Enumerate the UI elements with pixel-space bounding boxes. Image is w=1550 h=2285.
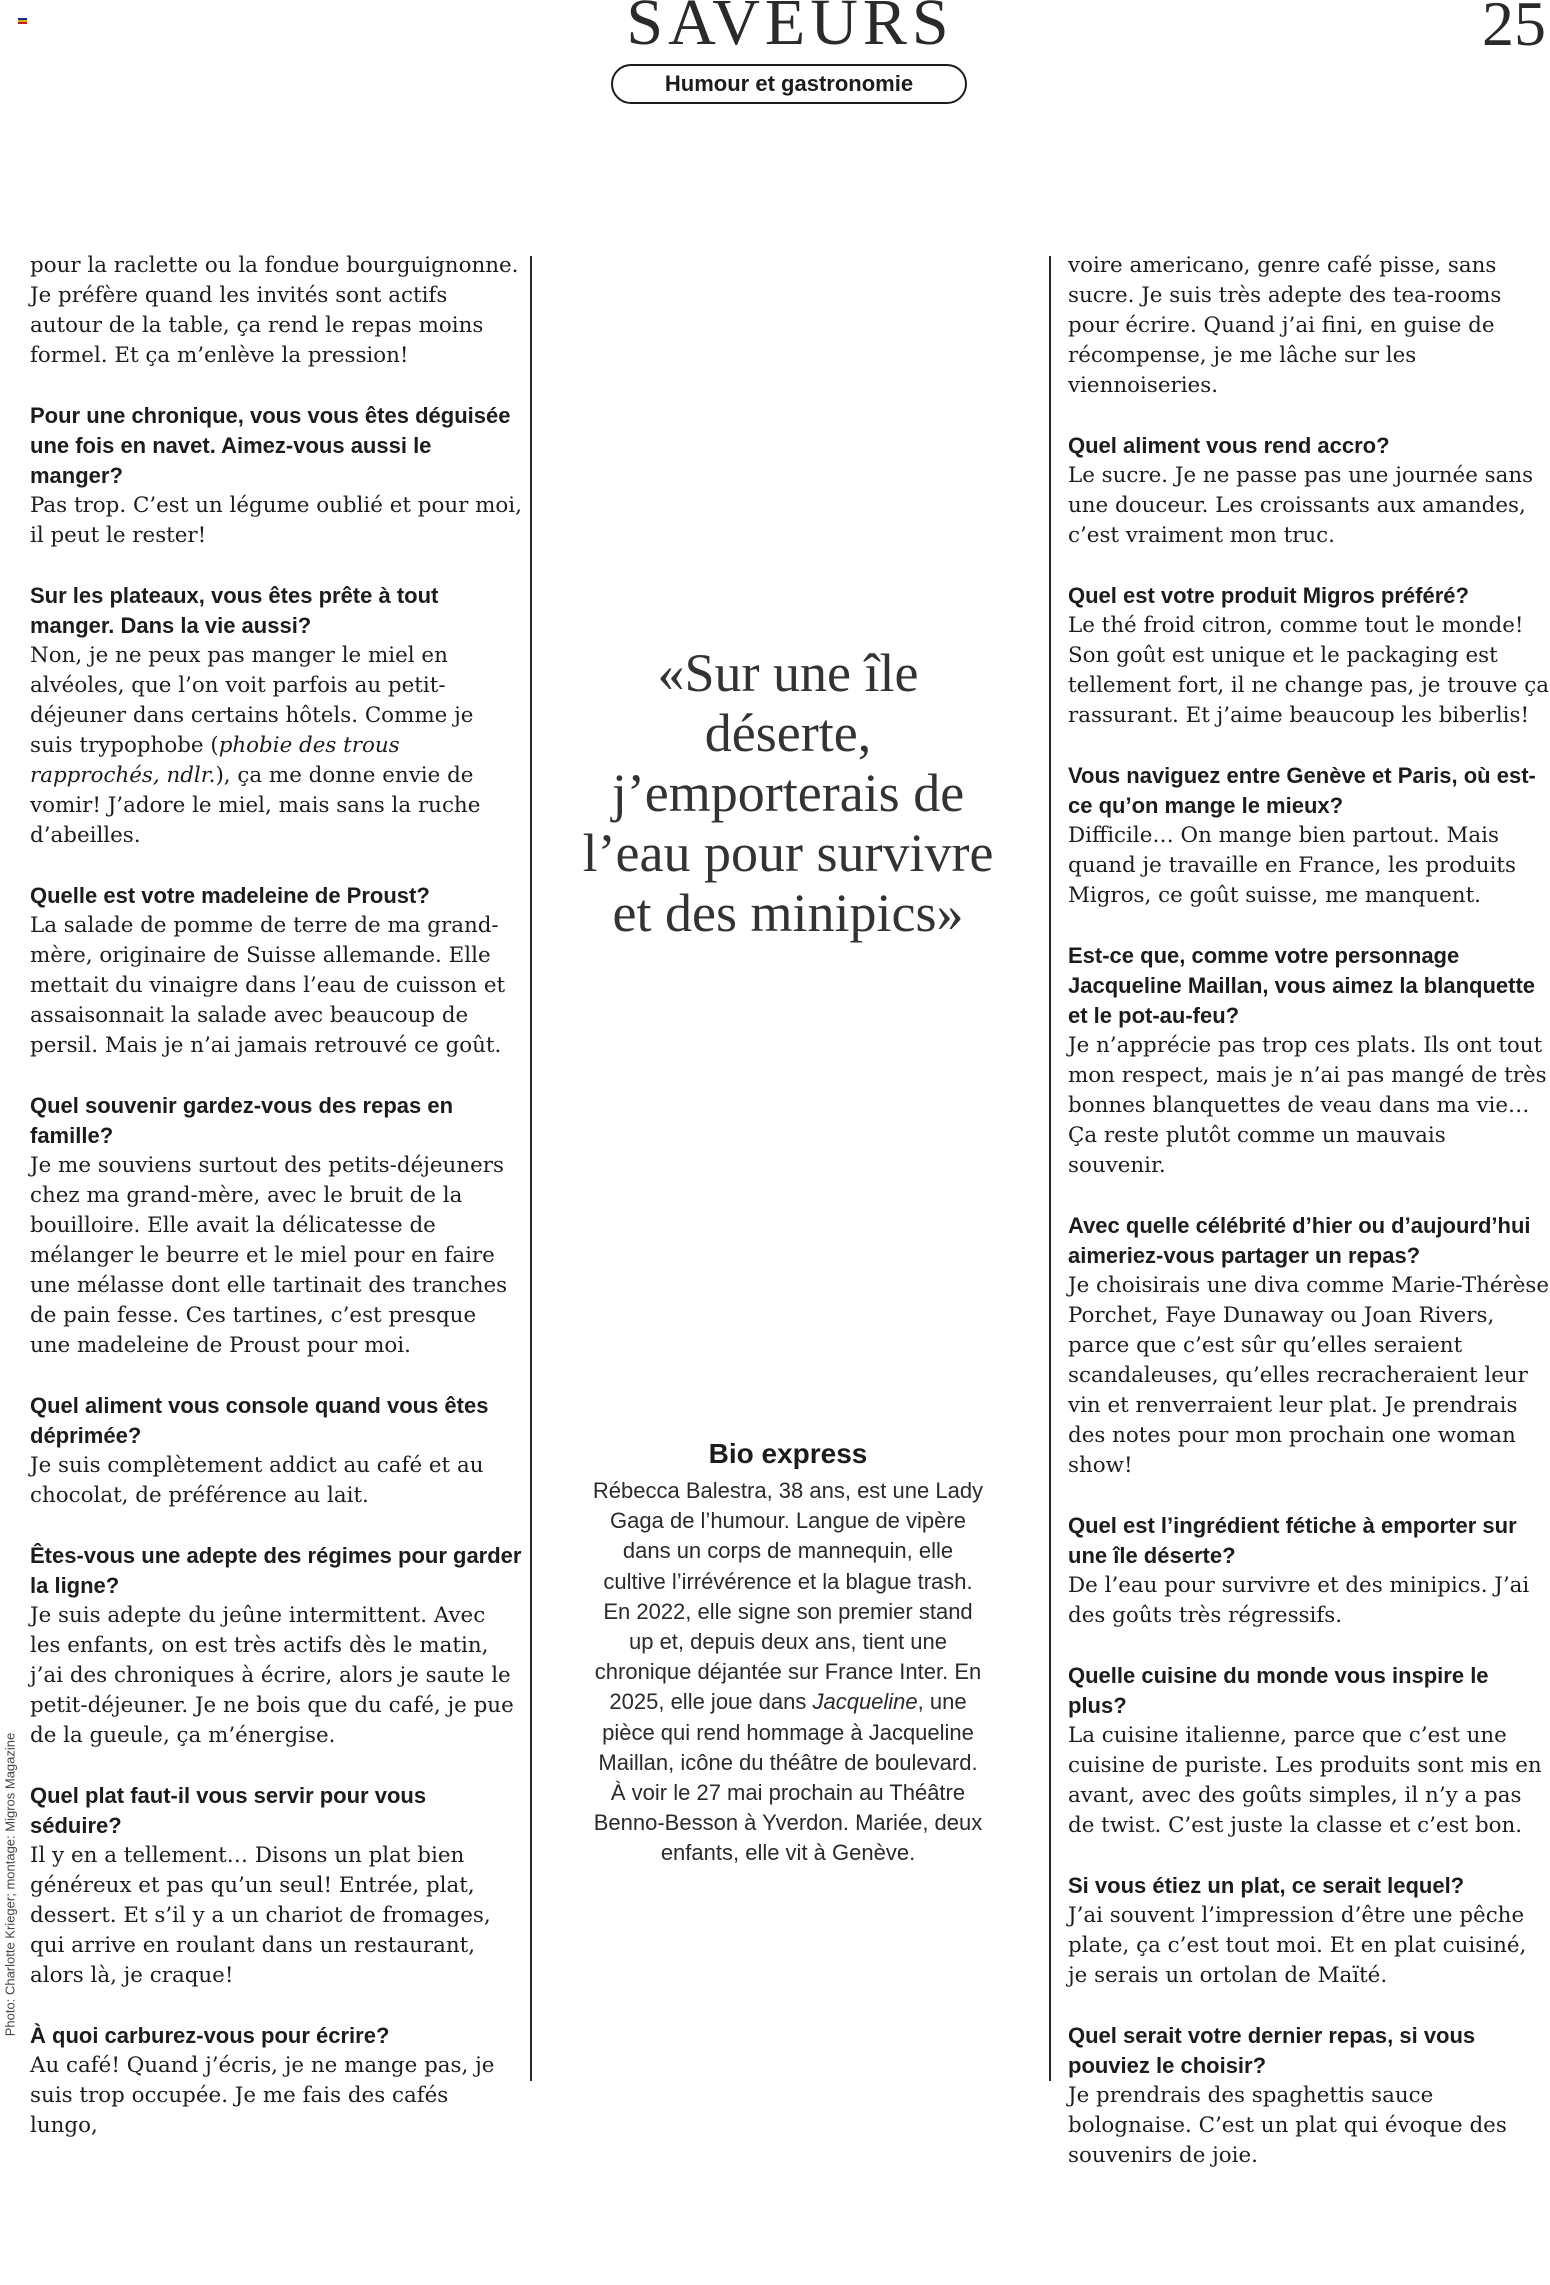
question: Est-ce que, comme votre personnage Jacqueline Maillan, vous aimez la blanquette et le pot-au-feu? (1068, 943, 1536, 1028)
qa-item (1068, 941, 1550, 1181)
answer: Non, je ne peux pas manger le miel en alvéoles, que l’on voit parfois au petit-déjeuner dans certains hôtels. Comme je suis trypophobe (phobie des trous rapprochés, ndlr.), ça me donne envie de vomir! J’adore le miel, mais sans la ruche d’abeilles. (30, 643, 481, 848)
section-tag: Humour et gastronomie (611, 64, 967, 104)
bio-title: Bio express (708, 1438, 868, 1469)
pull-quote: «Sur une île déserte, j’emporterais de l’eau pour survivre et des minipics» (582, 643, 994, 943)
qa-item (30, 2021, 522, 2141)
question: Sur les plateaux, vous êtes prête à tout manger. Dans la vie aussi? (30, 583, 439, 638)
question: Pour une chronique, vous vous êtes déguisée une fois en navet. Aimez-vous aussi le manger? (30, 403, 511, 488)
qa-item (1068, 431, 1550, 551)
qa-item (30, 1391, 522, 1511)
question: Quelle cuisine du monde vous inspire le plus? (1068, 1663, 1489, 1718)
question: Vous naviguez entre Genève et Paris, où est-ce qu’on mange le mieux? (1068, 763, 1536, 818)
column-right (1068, 251, 1550, 2201)
answer: Pas trop. C’est un légume oublié et pour moi, il peut le rester! (30, 493, 522, 548)
section-title: SAVEURS (626, 0, 954, 59)
column-left (30, 251, 522, 2171)
qa-item (1068, 581, 1550, 731)
answer: Le thé froid citron, comme tout le monde! Son goût est unique et le packaging est tellement fort, il ne change pas, je trouve ça rassurant. Et j’aime beaucoup les biberlis! (1068, 613, 1549, 728)
qa-item (1068, 761, 1550, 911)
question: Quel aliment vous rend accro? (1068, 433, 1390, 458)
answer: Je choisirais une diva comme Marie-Thérèse Porchet, Faye Dunaway ou Joan Rivers, parce que c’est sûr qu’elles seraient scandaleuses, qu’elles recracheraient leur vin et renverraient leur plat. Je prendrais des notes pour mon prochain one woman show! (1068, 1273, 1550, 1478)
page-number: 25 (1482, 0, 1546, 59)
column-divider-right (1049, 256, 1051, 2081)
qa-item (30, 881, 522, 1061)
question: Quel serait votre dernier repas, si vous pouviez le choisir? (1068, 2023, 1476, 2078)
answer: La salade de pomme de terre de ma grand-mère, originaire de Suisse allemande. Elle mettait du vinaigre dans l’eau de cuisson et assaisonnait la salade avec beaucoup de persil. Mais je n’ai jamais retrouvé ce goût. (30, 913, 506, 1058)
answer: Il y en a tellement… Disons un plat bien généreux et pas qu’un seul! Entrée, plat, dessert. Et s’il y a un chariot de fromages, qui arrive en roulant dans un restaurant, alors là, je craque! (30, 1843, 491, 1988)
qa-item (30, 581, 522, 851)
question: Quel aliment vous console quand vous êtes déprimée? (30, 1393, 489, 1448)
answer: J’ai souvent l’impression d’être une pêche plate, ça c’est tout moi. Et en plat cuisiné, je serais un ortolan de Maïté. (1068, 1903, 1527, 1988)
qa-item (30, 401, 522, 551)
answer: Je suis adepte du jeûne intermittent. Avec les enfants, on est très actifs dès le matin, j’ai des chroniques à écrire, alors je saute le petit-déjeuner. Je ne bois que du café, je pue de la gueule, ça m’énergise. (30, 1603, 514, 1748)
column-divider-left (530, 256, 532, 2081)
question: Quelle est votre madeleine de Proust? (30, 883, 430, 908)
qa-item (1068, 1211, 1550, 1481)
qa-item (30, 1091, 522, 1361)
answer: Je suis complètement addict au café et au chocolat, de préférence au lait. (30, 1453, 484, 1508)
question: À quoi carburez-vous pour écrire? (30, 2023, 390, 2048)
question: Avec quelle célébrité d’hier ou d’aujourd’hui aimeriez-vous partager un repas? (1068, 1213, 1531, 1268)
question: Quel plat faut-il vous servir pour vous séduire? (30, 1783, 427, 1838)
qa-item (30, 1781, 522, 1991)
question: Quel est votre produit Migros préféré? (1068, 583, 1469, 608)
question: Quel est l’ingrédient fétiche à emporter sur une île déserte? (1068, 1513, 1517, 1568)
answer: Je me souviens surtout des petits-déjeuners chez ma grand-mère, avec le bruit de la bouilloire. Elle avait la délicatesse de mélanger le beurre et le miel pour en faire une mélasse dont elle tartinait des tranches de pain fesse. Ces tartines, c’est presque une madeleine de Proust pour moi. (30, 1153, 508, 1358)
qa-item (30, 1541, 522, 1751)
qa-item (1068, 1661, 1550, 1841)
answer: La cuisine italienne, parce que c’est une cuisine de puriste. Les produits sont mis en avant, avec des goûts simples, il n’y a pas de twist. C’est juste la classe et c’est bon. (1068, 1723, 1542, 1838)
answer: Au café! Quand j’écris, je ne mange pas, je suis trop occupée. Je me fais des cafés lungo, (30, 2053, 495, 2138)
question: Quel souvenir gardez-vous des repas en famille? (30, 1093, 454, 1148)
qa-item (1068, 1511, 1550, 1631)
intro-paragraph: voire americano, genre café pisse, sans sucre. Je suis très adepte des tea-rooms pour écrire. Quand j’ai fini, en guise de récompense, je me lâche sur les viennoiseries. (1068, 253, 1502, 398)
qa-item (1068, 1871, 1550, 1991)
answer: Je prendrais des spaghettis sauce bolognaise. C’est un plat qui évoque des souvenirs de joie. (1068, 2083, 1507, 2168)
intro-paragraph: pour la raclette ou la fondue bourguignonne. Je préfère quand les invités sont actifs autour de la table, ça rend le repas moins formel. Et ça m’enlève la pression! (30, 253, 519, 368)
answer: Je n’apprécie pas trop ces plats. Ils ont tout mon respect, mais je n’ai pas mangé de très bonnes blanquettes de veau dans ma vie… Ça reste plutôt comme un mauvais souvenir. (1068, 1033, 1547, 1178)
answer: Le sucre. Je ne passe pas une journée sans une douceur. Les croissants aux amandes, c’est vraiment mon truc. (1068, 463, 1534, 548)
question: Êtes-vous une adepte des régimes pour garder la ligne? (30, 1543, 522, 1598)
qa-item (1068, 2021, 1550, 2171)
answer: De l’eau pour survivre et des minipics. J’ai des goûts très régressifs. (1068, 1573, 1530, 1628)
answer: Difficile… On mange bien partout. Mais quand je travaille en France, les produits Migros, ce goût suisse, me manquent. (1068, 823, 1517, 908)
photo-credit: Photo: Charlotte Krieger; montage: Migros Magazine (2, 1732, 18, 2037)
question: Si vous étiez un plat, ce serait lequel? (1068, 1873, 1465, 1898)
bio-text: Rébecca Balestra, 38 ans, est une Lady Gaga de l’humour. Langue de vipère dans un corps de mannequin, elle cultive l’irrévérence et la blague trash. En 2022, elle signe son premier stand up et, depuis deux ans, tient une chronique déjantée sur France Inter. En 2025, elle joue dans Jacqueline, une pièce qui rend hommage à Jacqueline Maillan, icône du théâtre de boulevard. À voir le 27 mai prochain au Théâtre Benno-Besson à Yverdon. Mariée, deux enfants, elle vit à Genève. (592, 1478, 984, 1866)
